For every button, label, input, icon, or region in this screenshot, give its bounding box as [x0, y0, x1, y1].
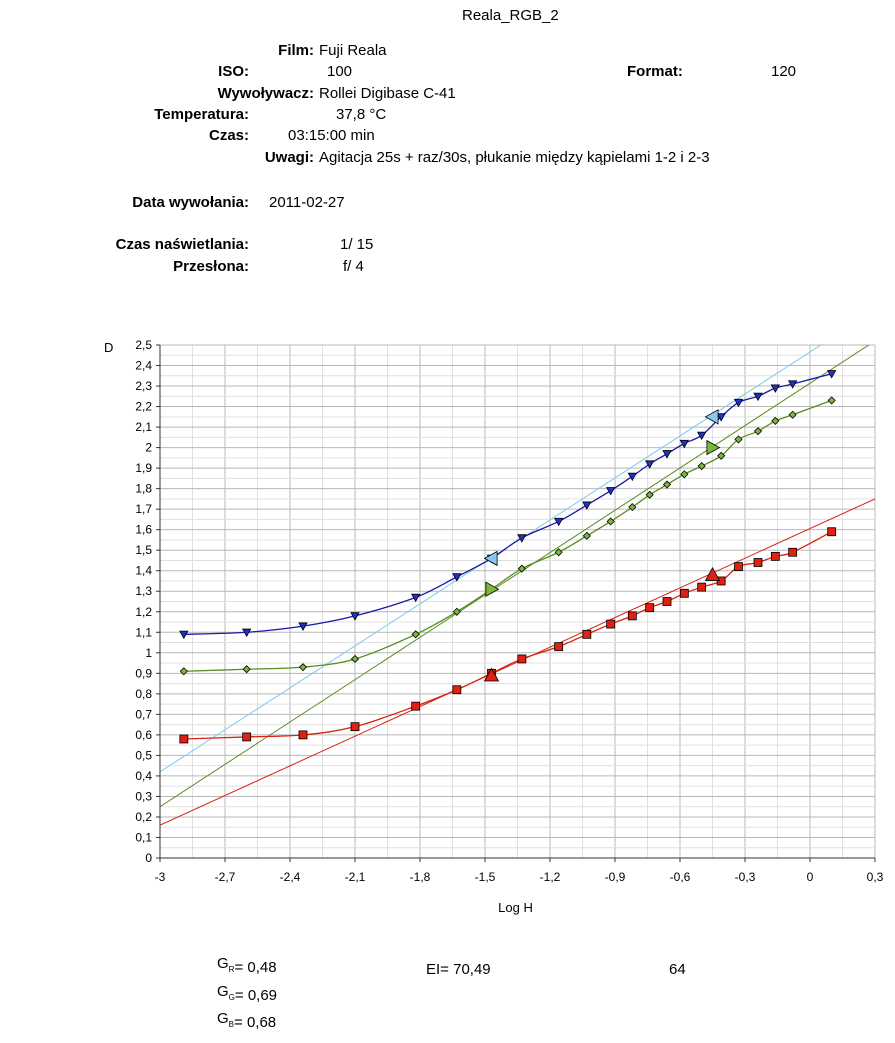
reference-marker-g: [486, 582, 499, 596]
aperture-value: f/ 4: [343, 258, 364, 275]
y-tick-label: 2,3: [135, 379, 152, 394]
data-point-b: [453, 574, 461, 581]
data-point-b: [680, 440, 688, 447]
x-tick-label: -1,2: [539, 870, 561, 884]
format-label: Format:: [627, 63, 683, 80]
y-tick-label: 0,9: [135, 666, 152, 681]
data-point-r: [607, 620, 615, 628]
gamma-r-sub: R: [228, 965, 235, 974]
x-axis-label: Log H: [498, 900, 533, 915]
y-tick-label: 1,3: [135, 584, 152, 599]
data-point-g: [583, 532, 590, 539]
y-tick-label: 2,4: [135, 358, 152, 373]
data-point-r: [351, 723, 359, 731]
x-tick-label: -1,5: [474, 870, 496, 884]
data-point-r: [771, 552, 779, 560]
gamma-b-symbol: G: [217, 1010, 229, 1027]
temperature-label: Temperatura:: [154, 106, 249, 123]
data-point-g: [243, 666, 250, 673]
film-value: Fuji Reala: [319, 42, 387, 59]
temperature-value: 37,8 °C: [336, 106, 387, 123]
exposure-value: 1/ 15: [340, 236, 374, 253]
notes-value: Agitacja 25s + raz/30s, płukanie między kąpielami 1-2 i 2-3: [319, 149, 710, 166]
x-tick-label: -2,1: [344, 870, 366, 884]
reference-marker-r: [706, 568, 720, 581]
data-point-g: [300, 664, 307, 671]
data-point-b: [771, 385, 779, 392]
data-point-b: [646, 461, 654, 468]
gamma-g-value: = 0,69: [234, 987, 278, 1004]
data-point-r: [828, 528, 836, 536]
ei-value: EI= 70,49: [426, 961, 491, 978]
exposure-label: Czas naświetlania:: [115, 236, 249, 253]
y-axis-label: D: [104, 340, 114, 355]
notes-label: Uwagi:: [264, 149, 314, 166]
gamma-r-symbol: G: [217, 955, 229, 972]
y-tick-label: 0,6: [135, 727, 152, 742]
iso-label: ISO:: [218, 63, 249, 80]
data-point-r: [518, 655, 526, 663]
reference-marker-b: [485, 551, 498, 565]
series-line-b: [184, 374, 832, 635]
x-tick-label: -0,6: [669, 870, 691, 884]
series-line-g: [184, 400, 832, 671]
data-point-g: [664, 481, 671, 488]
y-tick-label: 2,2: [135, 399, 152, 414]
iso-value: 100: [327, 63, 353, 80]
aperture-label: Przesłona:: [173, 258, 249, 275]
data-point-g: [453, 608, 460, 615]
gamma-b-value: = 0,68: [234, 1014, 277, 1031]
data-point-r: [628, 612, 636, 620]
gamma-b: [217, 1010, 277, 1031]
data-point-r: [789, 548, 797, 556]
x-tick-label: 0,3: [866, 870, 884, 884]
gamma-g: [217, 983, 278, 1004]
time-label: Czas:: [208, 127, 249, 144]
x-tick-label: 0: [806, 870, 814, 884]
data-point-g: [352, 655, 359, 662]
y-tick-label: 0,8: [135, 686, 152, 701]
format-value: 120: [771, 63, 797, 80]
page-title: Reala_RGB_2: [462, 7, 559, 24]
x-tick-label: -3: [154, 870, 166, 884]
developer-value: Rollei Digibase C-41: [319, 85, 456, 102]
x-tick-label: -2,4: [279, 870, 301, 884]
data-point-r: [680, 589, 688, 597]
data-point-b: [583, 502, 591, 509]
x-tick-label: -1,8: [409, 870, 431, 884]
gamma-r-value: = 0,48: [234, 959, 277, 976]
y-tick-label: 1,4: [135, 563, 152, 578]
data-point-b: [607, 487, 615, 494]
characteristic-curve-chart: [0, 330, 895, 930]
data-point-b: [735, 399, 743, 406]
data-point-b: [628, 473, 636, 480]
x-tick-label: -0,9: [604, 870, 626, 884]
data-point-r: [735, 563, 743, 571]
gamma-r: [217, 955, 277, 976]
data-point-r: [453, 686, 461, 694]
reference-marker-g: [707, 441, 720, 455]
data-point-r: [412, 702, 420, 710]
data-point-b: [698, 432, 706, 439]
y-tick-label: 2: [145, 440, 152, 455]
gamma-b-sub: B: [228, 1020, 235, 1029]
data-point-r: [646, 604, 654, 612]
y-tick-label: 1,9: [135, 461, 152, 476]
data-point-g: [828, 397, 835, 404]
y-tick-label: 0,7: [135, 707, 152, 722]
reference-marker-b: [706, 410, 719, 424]
time-value: 03:15:00 min: [288, 127, 375, 144]
y-tick-label: 1: [145, 645, 152, 660]
data-point-b: [555, 518, 563, 525]
dev-date-label: Data wywołania:: [132, 194, 249, 211]
data-point-r: [663, 598, 671, 606]
y-tick-label: 0: [145, 851, 152, 865]
y-tick-label: 0,5: [135, 748, 152, 763]
x-tick-label: -2,7: [214, 870, 236, 884]
x-tick-label: -0,3: [734, 870, 756, 884]
iso-box-value: 64: [669, 961, 686, 978]
data-point-g: [681, 471, 688, 478]
dev-date-value: 2011-02-27: [269, 194, 345, 211]
data-point-r: [180, 735, 188, 743]
data-point-r: [583, 630, 591, 638]
data-point-g: [755, 428, 762, 435]
y-tick-label: 0,1: [135, 830, 152, 845]
gamma-g-symbol: G: [217, 983, 229, 1000]
y-tick-label: 1,2: [135, 604, 152, 619]
data-point-b: [663, 451, 671, 458]
data-point-r: [243, 733, 251, 741]
y-tick-label: 0,4: [135, 768, 152, 783]
data-point-r: [698, 583, 706, 591]
data-point-b: [518, 535, 526, 542]
y-tick-label: 2,5: [135, 338, 152, 352]
data-point-r: [299, 731, 307, 739]
y-tick-label: 1,8: [135, 481, 152, 496]
y-tick-label: 1,6: [135, 522, 152, 537]
gamma-g-sub: G: [228, 993, 235, 1002]
y-tick-label: 1,1: [135, 625, 152, 640]
y-tick-label: 2,1: [135, 420, 152, 435]
data-point-r: [555, 643, 563, 651]
y-tick-label: 0,3: [135, 789, 152, 804]
y-tick-label: 1,7: [135, 502, 152, 517]
y-tick-label: 1,5: [135, 543, 152, 558]
data-point-r: [754, 559, 762, 567]
y-tick-label: 0,2: [135, 809, 152, 824]
developer-label: Wywoływacz:: [217, 85, 314, 102]
film-label: Film:: [278, 42, 314, 59]
